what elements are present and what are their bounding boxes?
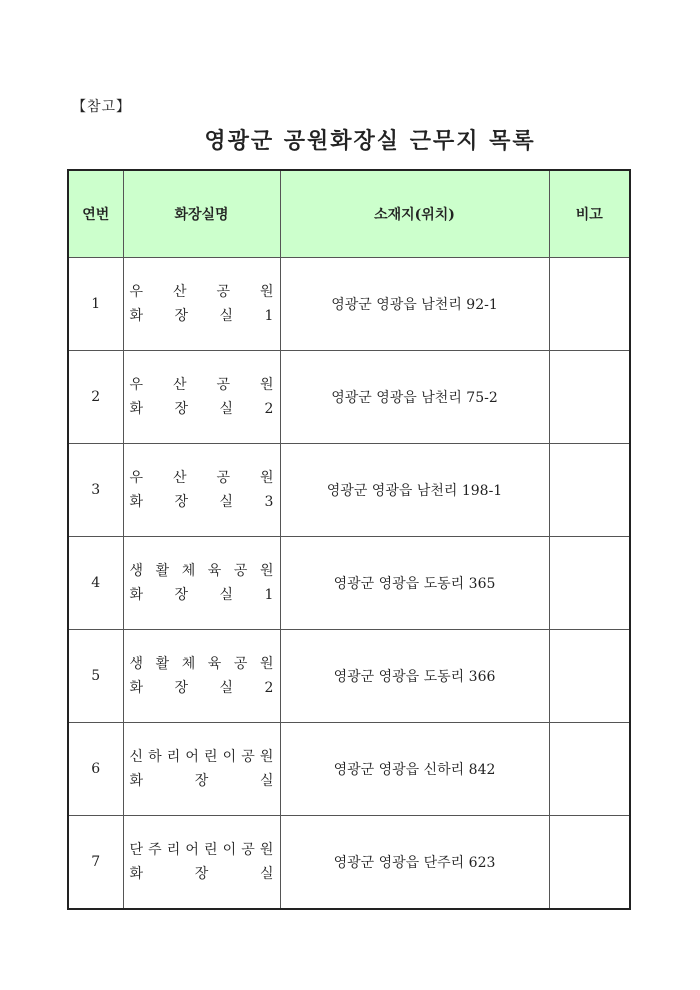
toilet-name-char: 1 xyxy=(264,587,274,603)
row-number: 4 xyxy=(68,537,123,630)
toilet-name-char: 원 xyxy=(259,470,274,486)
toilet-name-char: 화 xyxy=(129,494,144,510)
toilet-name-char: 단 xyxy=(129,842,144,858)
note xyxy=(549,816,630,910)
toilet-name-char: 3 xyxy=(264,494,274,510)
toilet-name-char: 공 xyxy=(216,470,230,486)
location: 영광군 영광읍 도동리 366 xyxy=(280,630,549,723)
toilet-name-char: 장 xyxy=(174,401,189,417)
note xyxy=(549,630,630,723)
toilet-name-char: 신 xyxy=(129,749,144,765)
toilet-name-char: 산 xyxy=(172,470,187,486)
row-number: 6 xyxy=(68,723,123,816)
row-number: 3 xyxy=(68,444,123,537)
toilet-name-line xyxy=(130,397,274,421)
toilet-name-char: 원 xyxy=(259,749,274,765)
table-row xyxy=(68,723,630,816)
note xyxy=(549,351,630,444)
toilet-name-line xyxy=(130,838,274,862)
toilet-name-char: 이 xyxy=(222,842,237,858)
toilet-name-char: 장 xyxy=(174,587,189,603)
toilet-name-char: 실 xyxy=(219,680,234,696)
toilet-name-char: 하 xyxy=(148,749,162,765)
toilet-name-char: 공 xyxy=(241,842,255,858)
note xyxy=(549,258,630,351)
table-row xyxy=(68,351,630,444)
location: 영광군 영광읍 남천리 198-1 xyxy=(280,444,549,537)
toilet-name xyxy=(123,816,280,910)
toilet-name-char: 우 xyxy=(129,470,144,486)
toilet-name-char: 장 xyxy=(174,680,189,696)
toilet-name xyxy=(123,258,280,351)
toilet-name-char: 화 xyxy=(129,401,144,417)
toilet-name-char: 린 xyxy=(204,749,218,765)
toilet-name-line xyxy=(130,559,274,583)
toilet-name-char: 화 xyxy=(129,773,144,789)
toilet-name-char: 장 xyxy=(194,866,209,882)
note xyxy=(549,537,630,630)
toilet-name-char: 장 xyxy=(194,773,209,789)
toilet-name xyxy=(123,351,280,444)
toilet-name xyxy=(123,444,280,537)
toilet-name-line xyxy=(130,862,274,886)
location: 영광군 영광읍 단주리 623 xyxy=(280,816,549,910)
toilet-name-char: 실 xyxy=(219,494,234,510)
reference-label: 【참고】 xyxy=(72,99,132,115)
table-row xyxy=(68,630,630,723)
toilet-name xyxy=(123,630,280,723)
toilet-name-line xyxy=(130,745,274,769)
toilet-name-char: 1 xyxy=(264,308,274,324)
toilet-name-char: 화 xyxy=(129,587,144,603)
toilet-name-char: 어 xyxy=(185,842,199,858)
toilet-name-char: 2 xyxy=(264,680,274,696)
toilet-name-char: 화 xyxy=(129,308,144,324)
toilet-name-char: 공 xyxy=(241,749,255,765)
toilet-name-char: 실 xyxy=(219,587,234,603)
toilet-name-line xyxy=(130,676,274,700)
column-header-number: 연번 xyxy=(68,170,123,258)
toilet-name-char: 2 xyxy=(264,401,274,417)
toilet-name-char: 활 xyxy=(155,563,170,579)
toilet-name-line xyxy=(130,583,274,607)
toilet-name-char: 장 xyxy=(174,494,189,510)
toilet-name-line xyxy=(130,490,274,514)
toilet-name-char: 육 xyxy=(207,563,222,579)
toilet-name-char: 우 xyxy=(129,284,144,300)
toilet-name-char: 체 xyxy=(181,563,196,579)
row-number: 2 xyxy=(68,351,123,444)
location: 영광군 영광읍 신하리 842 xyxy=(280,723,549,816)
toilet-name-char: 린 xyxy=(204,842,218,858)
toilet-name-char: 생 xyxy=(129,656,144,672)
row-number: 5 xyxy=(68,630,123,723)
table-row xyxy=(68,816,630,910)
toilet-name xyxy=(123,537,280,630)
toilet-name-char: 실 xyxy=(219,401,234,417)
toilet-name-char: 공 xyxy=(233,563,248,579)
toilet-name-char: 산 xyxy=(172,377,187,393)
toilet-name-line xyxy=(130,373,274,397)
row-number: 1 xyxy=(68,258,123,351)
toilet-name-char: 우 xyxy=(129,377,144,393)
table-row xyxy=(68,258,630,351)
page-title: 영광군 공원화장실 근무지 목록 xyxy=(204,129,536,154)
row-number: 7 xyxy=(68,816,123,910)
toilet-name-line xyxy=(130,466,274,490)
toilet-name-line xyxy=(130,304,274,328)
location: 영광군 영광읍 남천리 75-2 xyxy=(280,351,549,444)
toilet-name-char: 원 xyxy=(259,563,274,579)
toilet-name-char: 공 xyxy=(233,656,248,672)
toilet-name-char: 리 xyxy=(166,842,181,858)
toilet-name-char: 공 xyxy=(216,377,230,393)
note xyxy=(549,444,630,537)
toilet-name-char: 주 xyxy=(148,842,162,858)
toilet-name-char: 공 xyxy=(216,284,230,300)
toilet-name-char: 원 xyxy=(259,284,274,300)
toilet-name-char: 육 xyxy=(207,656,222,672)
toilet-name-char: 리 xyxy=(166,749,181,765)
toilet-name-char: 이 xyxy=(222,749,237,765)
toilet-name-char: 원 xyxy=(259,377,274,393)
toilet-name-char: 원 xyxy=(259,842,274,858)
toilet-name-line xyxy=(130,652,274,676)
toilet-name-char: 화 xyxy=(129,866,144,882)
column-header-name: 화장실명 xyxy=(123,170,280,258)
toilet-name-line xyxy=(130,280,274,304)
toilet-name-char: 화 xyxy=(129,680,144,696)
toilet-name-line xyxy=(130,769,274,793)
toilet-name-char: 어 xyxy=(185,749,199,765)
toilet-list-table xyxy=(67,169,631,910)
table-row xyxy=(68,537,630,630)
toilet-name-char: 장 xyxy=(174,308,189,324)
toilet-name-char: 생 xyxy=(129,563,144,579)
toilet-name-char: 실 xyxy=(259,773,274,789)
note xyxy=(549,723,630,816)
toilet-name-char: 체 xyxy=(181,656,196,672)
toilet-name-char: 실 xyxy=(219,308,234,324)
table-header-row xyxy=(68,170,630,258)
toilet-name-char: 실 xyxy=(259,866,274,882)
toilet-name-char: 활 xyxy=(155,656,170,672)
toilet-name-char: 원 xyxy=(259,656,274,672)
table-row xyxy=(68,444,630,537)
location: 영광군 영광읍 남천리 92-1 xyxy=(280,258,549,351)
location: 영광군 영광읍 도동리 365 xyxy=(280,537,549,630)
column-header-location: 소재지(위치) xyxy=(280,170,549,258)
toilet-name-char: 산 xyxy=(172,284,187,300)
column-header-note: 비고 xyxy=(549,170,630,258)
toilet-name xyxy=(123,723,280,816)
